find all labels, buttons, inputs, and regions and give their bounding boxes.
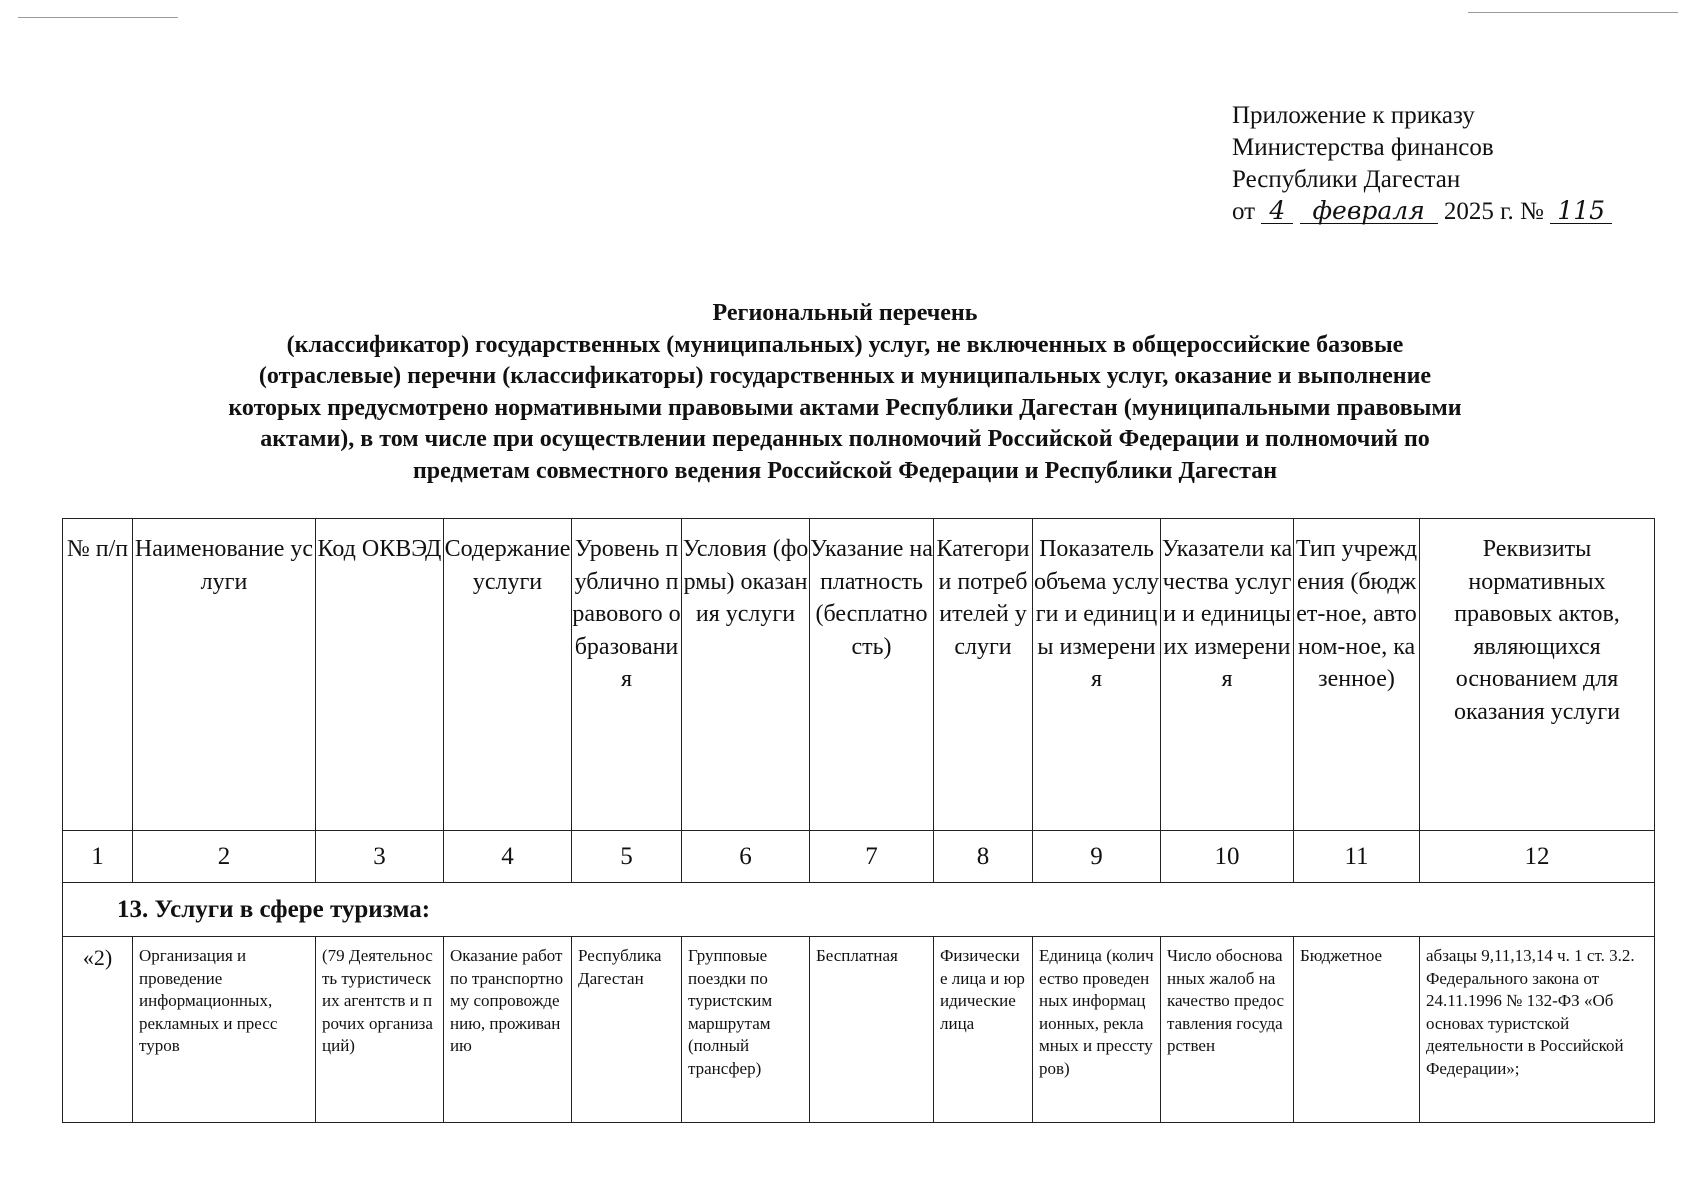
- scan-edge-mark: [18, 17, 178, 18]
- appendix-line: Министерства финансов: [1232, 134, 1494, 161]
- scan-edge-mark: [1468, 12, 1678, 13]
- header-cell: Указание на платность (бесплатность): [810, 519, 934, 831]
- column-number: 11: [1294, 831, 1420, 883]
- cell-service-name: Организация и проведение информационных, рекламных и пресс туров: [133, 937, 316, 1123]
- table-row: [63, 937, 1655, 1123]
- date-prefix: от: [1232, 198, 1256, 225]
- column-number: 9: [1033, 831, 1161, 883]
- column-number: 4: [444, 831, 572, 883]
- header-cell: Тип учреждения (бюджет-ное, автоном-ное, казенное): [1294, 519, 1420, 831]
- column-number: 2: [133, 831, 316, 883]
- header-cell: № п/п: [63, 519, 133, 831]
- column-number: 7: [810, 831, 934, 883]
- column-number: 12: [1420, 831, 1655, 883]
- column-number: 5: [572, 831, 682, 883]
- title-line: которых предусмотрено нормативными правовыми актами Республики Дагестан (муниципальными правовыми: [228, 394, 1462, 421]
- header-cell: Код ОКВЭД: [316, 519, 444, 831]
- section-row: [63, 883, 1655, 937]
- column-number: 3: [316, 831, 444, 883]
- column-number: 10: [1161, 831, 1294, 883]
- table-header-row: [63, 519, 1655, 831]
- cell-volume-indicator: Единица (количество проведенных информационных, рекламных и пресстуров): [1033, 937, 1161, 1123]
- header-cell: Показатель объема услуги и единицы измерения: [1033, 519, 1161, 831]
- appendix-line: Приложение к приказу: [1232, 102, 1475, 129]
- cell-institution-type: Бюджетное: [1294, 937, 1420, 1123]
- document-title: [130, 298, 1560, 487]
- cell-consumers: Физические лица и юридические лица: [934, 937, 1033, 1123]
- cell-quality-indicator: Число обоснованных жалоб на качество предоставления государствен: [1161, 937, 1294, 1123]
- appendix-line: Республики Дагестан: [1232, 166, 1461, 193]
- cell-level: Республика Дагестан: [572, 937, 682, 1123]
- handwritten-month: февраля: [1300, 199, 1438, 224]
- header-cell: Категории потребителей услуги: [934, 519, 1033, 831]
- header-cell: Указатели качества услуги и единицы их измерения: [1161, 519, 1294, 831]
- title-line: предметам совместного ведения Российской Федерации и Республики Дагестан: [412, 457, 1278, 484]
- header-cell: Уровень публично правового образования: [572, 519, 682, 831]
- column-number-row: [63, 831, 1655, 883]
- header-cell: Содержание услуги: [444, 519, 572, 831]
- title-line: актами), в том числе при осуществлении переданных полномочий Российской Федерации и полномочий по: [260, 426, 1430, 452]
- services-table: [62, 518, 1655, 1123]
- appendix-block: [1232, 100, 1612, 228]
- cell-okved-code: (79 Деятельность туристических агентств и прочих организаций): [316, 937, 444, 1123]
- cell-payment: Бесплатная: [810, 937, 934, 1123]
- column-number: 8: [934, 831, 1033, 883]
- column-number: 1: [63, 831, 133, 883]
- title-line: Региональный перечень: [712, 300, 978, 326]
- row-number: «2): [63, 937, 133, 1123]
- title-line: (отраслевые) перечни (классификаторы) государственных и муниципальных услуг, оказание и выполнение: [258, 363, 1432, 389]
- header-cell: Условия (формы) оказания услуги: [682, 519, 810, 831]
- header-cell: Наименование услуги: [133, 519, 316, 831]
- section-title: 13. Услуги в сфере туризма:: [63, 883, 1655, 937]
- cell-conditions: Групповые поездки по туристским маршрутам (полный трансфер): [682, 937, 810, 1123]
- title-line: (классификатор) государственных (муниципальных) услуг, не включенных в общероссийские базовые: [286, 331, 1404, 358]
- handwritten-day: 4: [1261, 199, 1293, 224]
- header-cell: Реквизиты нормативных правовых актов, являющихся основанием для оказания услуги: [1420, 519, 1655, 831]
- cell-service-content: Оказание работ по транспортному сопровождению, проживанию: [444, 937, 572, 1123]
- column-number: 6: [682, 831, 810, 883]
- appendix-date-line: [1232, 196, 1612, 228]
- date-year: 2025 г. №: [1443, 198, 1544, 225]
- cell-legal-acts: абзацы 9,11,13,14 ч. 1 ст. 3.2. Федерального закона от 24.11.1996 № 132-ФЗ «Об основах туристской деятельности в Российской Федерации»;: [1420, 937, 1655, 1123]
- handwritten-order-number: 115: [1550, 199, 1612, 224]
